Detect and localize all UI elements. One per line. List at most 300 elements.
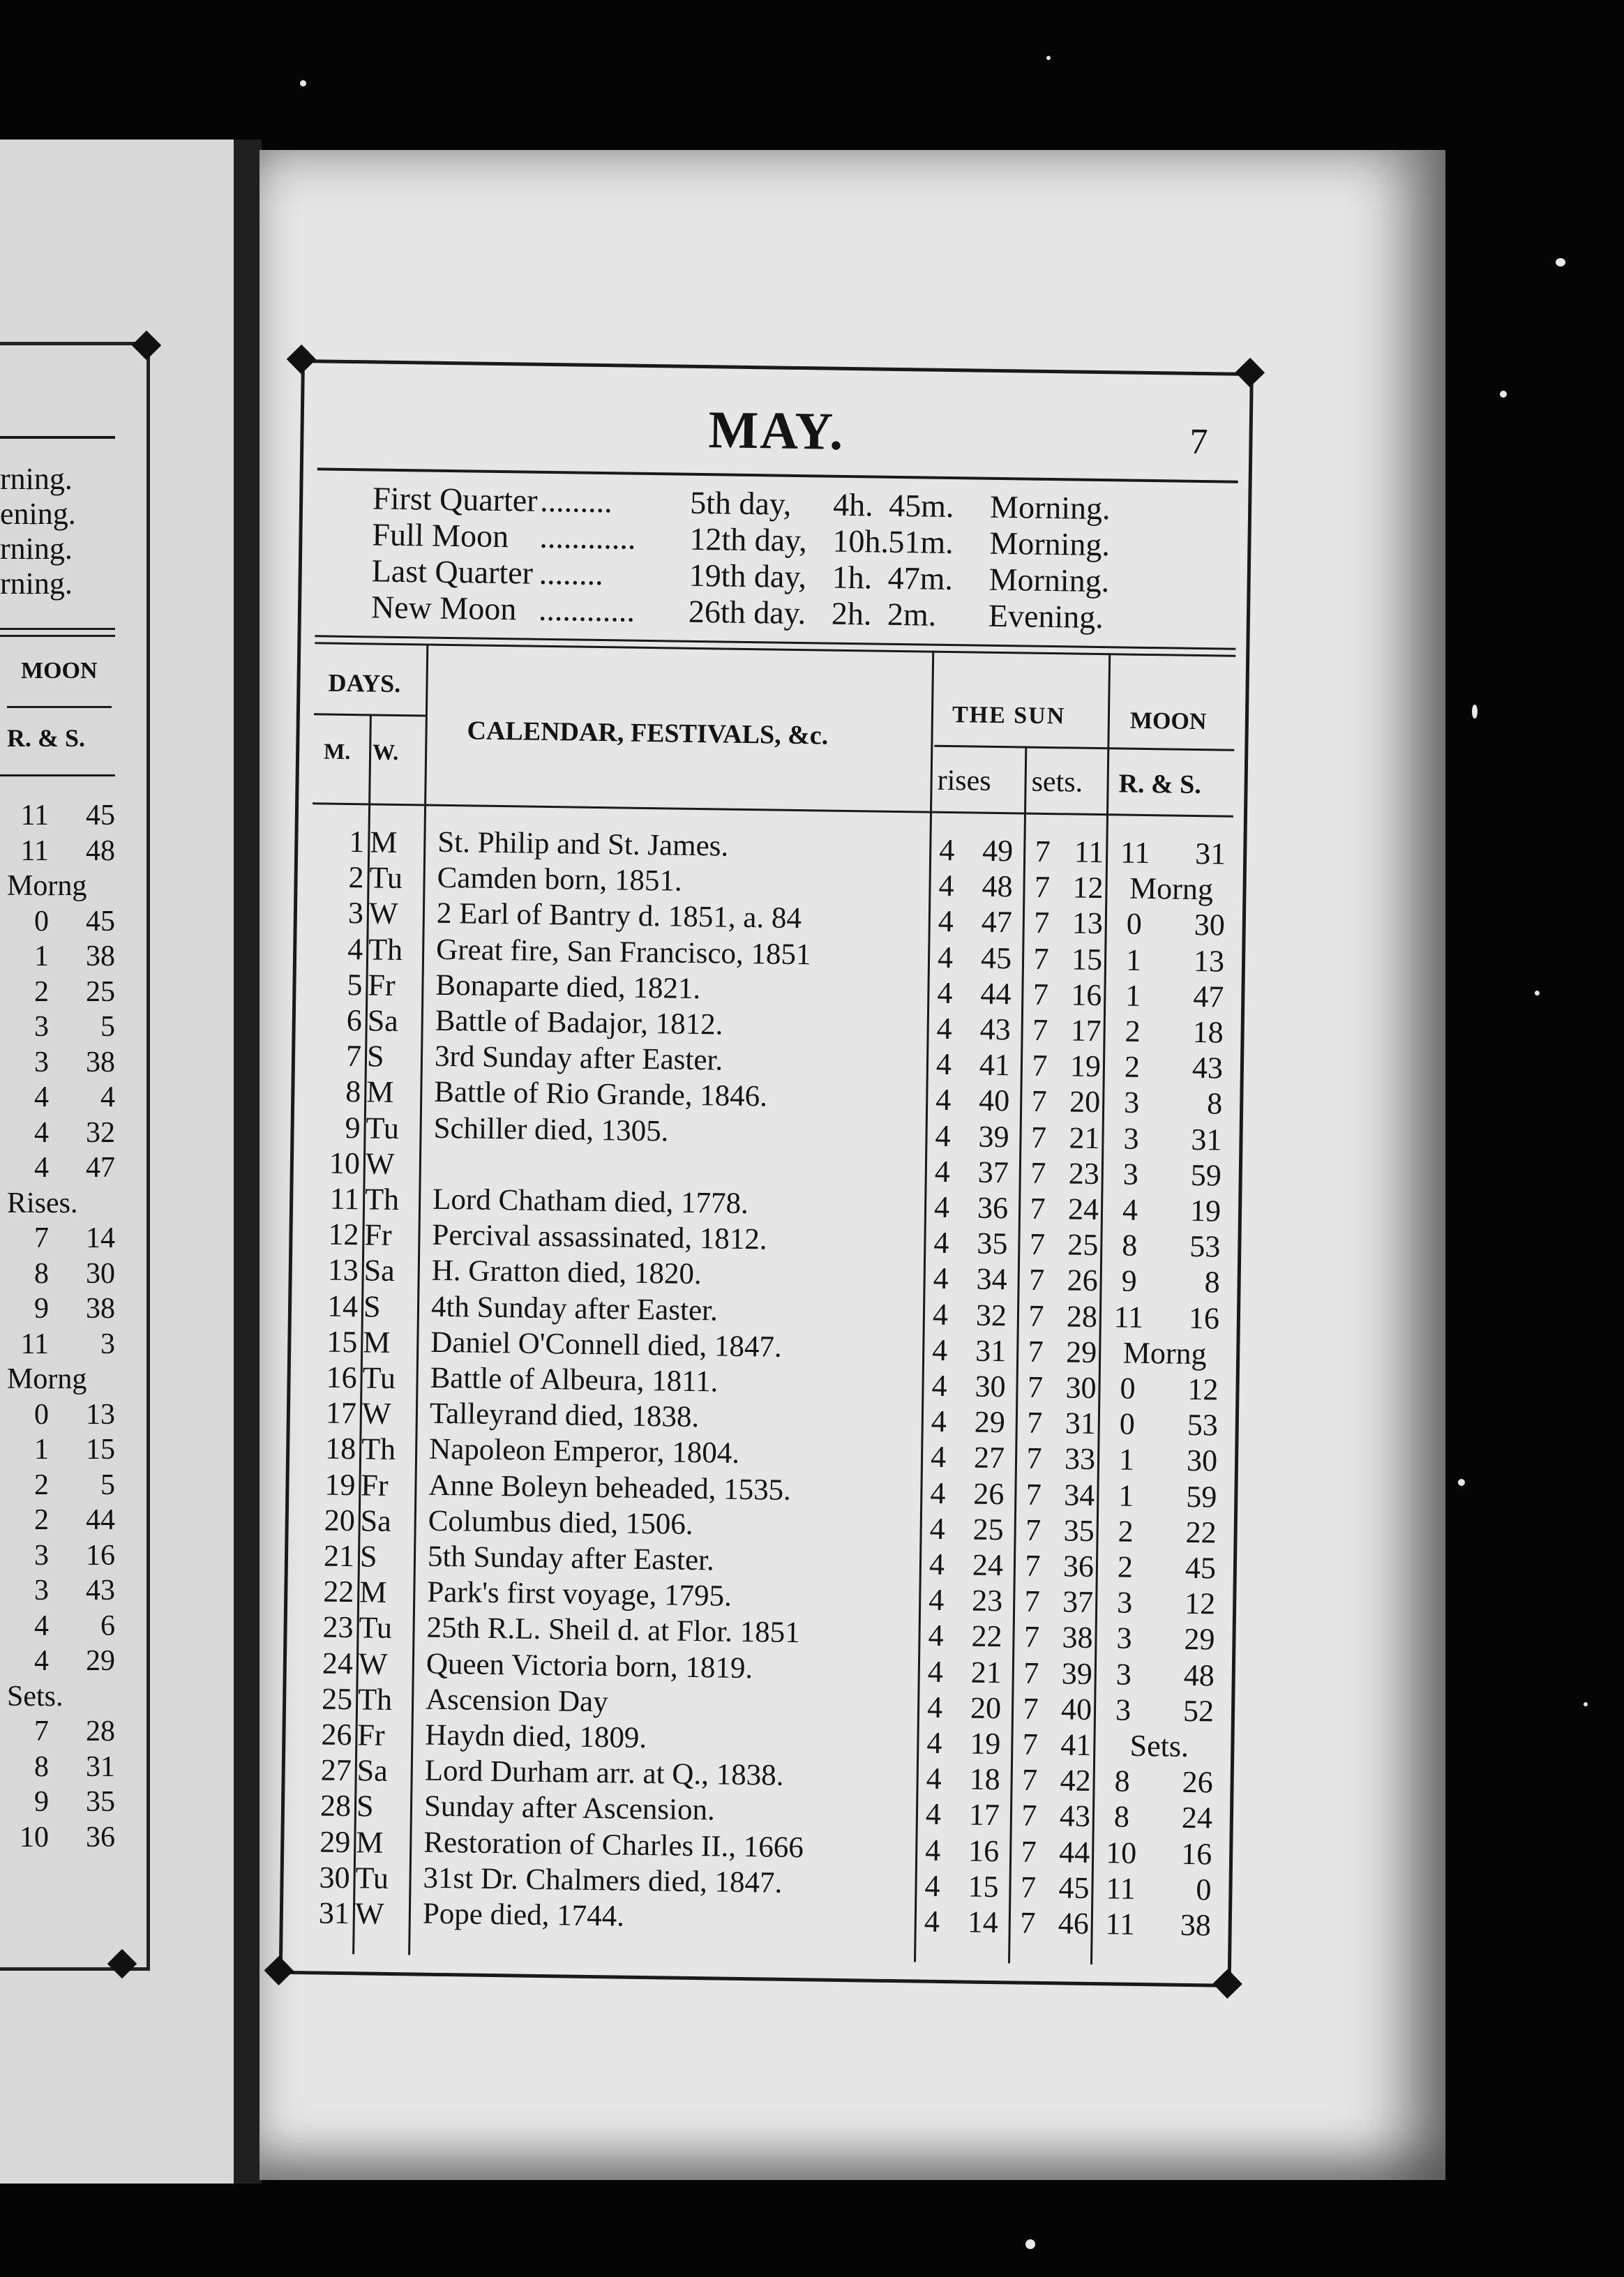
moon-value: 9 [34, 1786, 49, 1818]
dust-speck [1458, 1479, 1465, 1486]
phase-day: 19th day, [689, 557, 807, 595]
sunrise-hour: 4 [930, 1440, 947, 1475]
moon-hour: 8 [1122, 1228, 1138, 1263]
day-of-month: 21 [323, 1538, 355, 1574]
sunset-hour: 7 [1033, 941, 1049, 976]
phase-hour: 4h. [832, 486, 874, 523]
day-of-month: 8 [345, 1074, 361, 1109]
day-of-week: Tu [355, 1861, 389, 1895]
sunset-minute: 35 [1063, 1513, 1095, 1548]
moon-minute: 18 [1192, 1014, 1224, 1050]
event: 31st Dr. Chalmers died, 1847. [423, 1861, 783, 1900]
moon-value: 35 [86, 1786, 115, 1818]
rule [0, 774, 115, 776]
moon-value: 4 [34, 1609, 49, 1642]
sunrise-minute: 37 [977, 1155, 1009, 1190]
dust-speck [1472, 705, 1478, 719]
day-of-week: Sa [367, 1003, 399, 1039]
sunrise-minute: 24 [972, 1547, 1004, 1583]
phase-min: 51m. [888, 523, 954, 561]
sunrise-hour: 4 [935, 1118, 951, 1153]
sunrise-hour: 4 [931, 1404, 947, 1439]
moon-minute: 59 [1190, 1157, 1222, 1193]
day-of-week: M [366, 1074, 394, 1110]
day-of-month: 18 [324, 1431, 356, 1466]
sunset-hour: 7 [1023, 1691, 1039, 1726]
day-of-month: 11 [329, 1181, 360, 1217]
sunset-minute: 12 [1072, 870, 1104, 905]
event: Camden born, 1851. [437, 861, 683, 898]
moon-value: 38 [86, 1046, 115, 1079]
moon-value: 3 [34, 1046, 49, 1079]
event: 3rd Sunday after Easter. [434, 1039, 723, 1077]
day-of-month: 12 [328, 1217, 359, 1252]
sunset-hour: 7 [1026, 1441, 1042, 1476]
sunset-minute: 31 [1065, 1406, 1097, 1441]
day-of-week: Sa [360, 1503, 392, 1538]
day-of-week: Th [361, 1431, 396, 1467]
sunrise-minute: 49 [982, 833, 1014, 869]
phase-name: Full Moon [372, 516, 509, 555]
moon-minute: 30 [1186, 1443, 1218, 1478]
day-of-month: 7 [345, 1039, 362, 1074]
rule [7, 706, 112, 708]
moon-rise-set: Morng [1122, 1335, 1207, 1372]
event: Napoleon Emperor, 1804. [428, 1433, 740, 1471]
moon-value: 2 [34, 1468, 49, 1501]
sunset-minute: 13 [1072, 905, 1104, 941]
sunset-minute: 46 [1058, 1906, 1090, 1941]
sunrise-hour: 4 [928, 1547, 945, 1582]
day-of-month: 1 [349, 825, 365, 859]
day-of-month: 16 [326, 1360, 357, 1395]
sunrise-minute: 41 [979, 1047, 1011, 1083]
sunrise-minute: 48 [982, 869, 1013, 904]
sunrise-hour: 4 [938, 869, 954, 903]
moon-hour: 10 [1105, 1835, 1137, 1870]
sunset-minute: 11 [1074, 834, 1104, 870]
day-of-week: W [365, 1146, 395, 1181]
phase-dots: ............ [539, 518, 636, 556]
event: Great fire, San Francisco, 1851 [435, 933, 811, 971]
sunset-hour: 7 [1032, 977, 1049, 1012]
sunrise-hour: 4 [926, 1725, 942, 1761]
days-header: DAYS. [328, 668, 401, 698]
moon-hour: 2 [1125, 1014, 1141, 1049]
sunset-minute: 44 [1058, 1834, 1090, 1870]
moon-hour: 3 [1115, 1692, 1131, 1727]
sunset-hour: 7 [1020, 1870, 1037, 1904]
sunrise-hour: 4 [933, 1225, 949, 1261]
phase-hour: 10h. [832, 523, 889, 559]
moon-hour: 11 [1105, 1907, 1136, 1941]
moon-value: Morng [7, 1363, 87, 1395]
event: Pope died, 1744. [422, 1897, 625, 1933]
day-of-week: Tu [369, 860, 403, 896]
sunset-hour: 7 [1030, 1155, 1046, 1190]
event: Park's first voyage, 1795. [427, 1575, 732, 1613]
moon-hour: 1 [1125, 942, 1142, 977]
moon-value: 44 [86, 1504, 115, 1536]
rises-header: rises [937, 764, 991, 797]
moon-header: MOON [1129, 707, 1207, 735]
moon-value: 30 [86, 1257, 115, 1290]
moon-minute: 53 [1187, 1408, 1219, 1443]
event: Ascension Day [425, 1683, 609, 1719]
sunset-minute: 29 [1065, 1335, 1097, 1369]
moon-hour: 1 [1125, 978, 1141, 1013]
moon-rs-header: R. & S. [1118, 769, 1202, 800]
moon-hour: 2 [1124, 1049, 1141, 1085]
moon-minute: 59 [1186, 1479, 1217, 1515]
moon-value: 16 [86, 1539, 115, 1572]
sunset-minute: 30 [1065, 1370, 1097, 1406]
phase-dots: ........ [539, 555, 604, 592]
sunrise-hour: 4 [924, 1868, 940, 1903]
sunset-minute: 25 [1067, 1227, 1099, 1263]
moon-value: 11 [20, 799, 49, 832]
dust-speck [1025, 2239, 1035, 2249]
phase-fragment: rning. [0, 462, 73, 496]
phase-day: 26th day. [688, 593, 806, 631]
day-of-week: M [370, 825, 398, 859]
moon-hour: 0 [1120, 1371, 1136, 1406]
sunrise-minute: 27 [973, 1441, 1005, 1475]
sunset-minute: 17 [1070, 1013, 1102, 1049]
header-rule [315, 642, 1235, 656]
sunset-minute: 41 [1060, 1727, 1092, 1763]
sunset-hour: 7 [1025, 1477, 1042, 1512]
event: Daniel O'Connell died, 1847. [430, 1325, 782, 1364]
sets-header: sets. [1031, 765, 1083, 799]
day-of-week: M [362, 1325, 391, 1360]
sunrise-minute: 20 [970, 1690, 1002, 1725]
moon-hour: 0 [1119, 1406, 1136, 1442]
moon-value: 29 [86, 1645, 115, 1677]
sunrise-hour: 4 [928, 1618, 944, 1653]
moon-subheader: R. & S. [7, 724, 86, 752]
sunrise-minute: 17 [968, 1797, 1000, 1833]
sunset-minute: 40 [1060, 1692, 1092, 1727]
sunset-hour: 7 [1027, 1369, 1044, 1404]
moon-hour: 3 [1116, 1585, 1133, 1620]
sunrise-minute: 16 [968, 1833, 1000, 1868]
sunset-hour: 7 [1019, 1905, 1036, 1940]
sunrise-hour: 4 [936, 1011, 953, 1046]
moon-hour: 11 [1105, 1871, 1136, 1906]
sunrise-minute: 29 [974, 1404, 1006, 1440]
sunset-minute: 24 [1067, 1192, 1099, 1227]
day-of-month: 6 [346, 1002, 363, 1038]
moon-value: 38 [86, 940, 115, 972]
day-of-week: Fr [368, 968, 396, 1002]
moon-hour: 2 [1117, 1549, 1134, 1584]
sunset-hour: 7 [1028, 1334, 1044, 1369]
sunset-minute: 23 [1068, 1156, 1100, 1191]
day-of-week: Sa [356, 1753, 389, 1789]
moon-minute: 43 [1191, 1051, 1224, 1085]
sunrise-minute: 31 [975, 1333, 1007, 1369]
sunset-minute: 36 [1062, 1549, 1095, 1584]
almanac-frame [279, 359, 1254, 1987]
moon-value: 2 [34, 1504, 49, 1536]
sunset-minute: 15 [1071, 942, 1103, 977]
sunrise-hour: 4 [933, 1261, 949, 1296]
phase-fragment: ening. [0, 497, 76, 531]
dust-speck [300, 80, 306, 87]
sunrise-minute: 45 [980, 940, 1012, 975]
event: Restoration of Charles II., 1666 [423, 1826, 804, 1864]
rule [0, 635, 115, 637]
moon-hour: 3 [1123, 1121, 1139, 1156]
day-of-week: M [359, 1575, 387, 1610]
sunrise-hour: 4 [924, 1833, 941, 1868]
sunset-hour: 7 [1023, 1620, 1040, 1655]
moon-minute: 38 [1180, 1907, 1212, 1943]
header-rule [313, 802, 1233, 817]
day-of-month: 20 [324, 1503, 356, 1538]
sunset-hour: 7 [1030, 1191, 1046, 1226]
phase-min: 47m. [887, 559, 954, 597]
sunrise-hour: 4 [929, 1511, 946, 1546]
moon-minute: 29 [1184, 1622, 1215, 1657]
moon-value: Sets. [7, 1680, 63, 1713]
moon-value: 1 [34, 940, 49, 972]
page-number: 7 [1189, 421, 1208, 463]
moon-minute: 22 [1185, 1515, 1217, 1550]
sunrise-minute: 26 [973, 1476, 1005, 1511]
day-of-month: 19 [324, 1467, 356, 1502]
day-of-month: 2 [348, 860, 364, 895]
event: 25th R.L. Sheil d. at Flor. 1851 [426, 1611, 801, 1650]
event: 2 Earl of Bantry d. 1851, a. 84 [436, 897, 802, 935]
moon-hour: 4 [1122, 1192, 1138, 1227]
sunrise-minute: 35 [977, 1226, 1008, 1261]
event: Bonaparte died, 1821. [435, 968, 701, 1005]
sunrise-hour: 4 [938, 904, 954, 939]
day-of-week: W [368, 896, 398, 931]
day-of-month: 23 [322, 1609, 354, 1645]
phase-period: Morning. [989, 488, 1111, 527]
moon-value: 8 [34, 1750, 49, 1783]
sunrise-minute: 22 [971, 1618, 1002, 1654]
dust-speck [1556, 258, 1565, 266]
event: Schiller died, 1305. [433, 1111, 669, 1148]
moon-minute: 31 [1191, 1122, 1222, 1157]
sunrise-minute: 36 [977, 1190, 1009, 1226]
phase-hour: 1h. [832, 559, 873, 596]
dust-speck [1584, 1702, 1588, 1706]
moon-minute: 13 [1193, 943, 1225, 979]
event: H. Gratton died, 1820. [431, 1254, 702, 1291]
event: St. Philip and St. James. [437, 825, 729, 863]
sunset-hour: 7 [1023, 1655, 1039, 1690]
moon-value: 0 [34, 905, 49, 938]
moon-value: 1 [34, 1434, 49, 1466]
moon-value: 48 [86, 834, 115, 867]
sunrise-minute: 25 [972, 1512, 1005, 1547]
sunset-minute: 28 [1066, 1299, 1098, 1334]
sunset-hour: 7 [1025, 1512, 1042, 1547]
phase-hour: 2h. [831, 595, 872, 632]
moon-value: 45 [86, 799, 115, 832]
event: 5th Sunday after Easter. [427, 1540, 715, 1577]
moon-minute: 16 [1188, 1300, 1220, 1336]
moon-hour: 11 [1120, 835, 1150, 871]
day-of-month: 27 [320, 1752, 352, 1788]
sunrise-hour: 4 [930, 1475, 946, 1510]
sunset-minute: 42 [1060, 1763, 1092, 1798]
day-of-week: S [363, 1288, 381, 1324]
moon-minute: 8 [1206, 1086, 1223, 1121]
sunset-hour: 7 [1025, 1548, 1041, 1583]
phase-period: Morning. [989, 525, 1111, 563]
moon-minute: 8 [1204, 1265, 1220, 1300]
moon-value: 36 [86, 1821, 115, 1854]
phase-fragment: rning. [0, 566, 73, 601]
sunset-hour: 7 [1035, 834, 1051, 869]
moon-minute: 24 [1181, 1801, 1213, 1835]
moon-minute: 48 [1183, 1658, 1215, 1693]
sunrise-hour: 4 [937, 940, 954, 975]
moon-value: 3 [34, 1539, 49, 1572]
moon-value: 4 [100, 1081, 115, 1113]
moon-value: 31 [86, 1750, 115, 1783]
calendar-header: CALENDAR, FESTIVALS, &c. [467, 716, 829, 751]
sunrise-hour: 4 [925, 1797, 942, 1832]
moon-hour: 3 [1116, 1621, 1132, 1656]
event: Percival assassinated, 1812. [432, 1218, 767, 1256]
moon-rise-set: Morng [1129, 871, 1214, 907]
moon-value: 28 [86, 1715, 115, 1748]
day-of-month: 30 [319, 1860, 350, 1895]
phase-period: Evening. [988, 597, 1104, 636]
sunrise-hour: 4 [931, 1332, 948, 1367]
moon-minute: 19 [1189, 1193, 1221, 1228]
moon-hour: 11 [1113, 1299, 1144, 1335]
phase-min: 45m. [888, 487, 954, 525]
moon-hour: 2 [1118, 1514, 1134, 1549]
day-of-month: 24 [322, 1646, 354, 1681]
moon-value: 10 [20, 1821, 49, 1854]
moon-value: Rises. [7, 1187, 78, 1219]
phase-min: 2m. [887, 596, 937, 633]
sunset-hour: 7 [1028, 1263, 1045, 1298]
event: Lord Chatham died, 1778. [432, 1182, 749, 1221]
sunrise-hour: 4 [928, 1582, 945, 1618]
moon-value: 6 [100, 1609, 115, 1642]
sunrise-hour: 4 [932, 1297, 949, 1332]
sunrise-minute: 21 [970, 1655, 1002, 1690]
phase-name: Last Quarter [371, 553, 534, 591]
moon-value: 14 [86, 1222, 115, 1254]
dust-speck [1046, 56, 1051, 60]
day-of-week: Fr [361, 1467, 389, 1503]
day-of-week: W [358, 1646, 388, 1681]
day-of-month: 4 [347, 931, 363, 966]
moon-hour: 8 [1114, 1764, 1130, 1798]
sunset-minute: 19 [1069, 1049, 1102, 1084]
day-of-week: M [355, 1824, 384, 1860]
day-of-week: Fr [357, 1718, 385, 1752]
moon-value: 4 [34, 1645, 49, 1677]
day-of-week: Sa [363, 1253, 396, 1288]
day-of-week: Th [368, 932, 403, 967]
moon-value: 3 [100, 1328, 115, 1360]
day-of-month: 15 [326, 1324, 358, 1360]
dust-speck [1535, 991, 1540, 995]
sunset-hour: 7 [1031, 1084, 1048, 1119]
sunrise-hour: 4 [927, 1654, 944, 1689]
sunset-hour: 7 [1021, 1834, 1037, 1869]
day-of-month: 29 [319, 1824, 351, 1859]
moon-value: 4 [34, 1081, 49, 1113]
sunrise-hour: 4 [933, 1189, 950, 1225]
sunset-hour: 7 [1029, 1226, 1046, 1262]
phase-name: New Moon [370, 589, 517, 627]
day-of-week: W [361, 1396, 391, 1431]
phase-day: 5th day, [689, 484, 792, 522]
w-header: W. [372, 739, 399, 765]
moon-value: 7 [34, 1222, 49, 1254]
moon-hour: 0 [1126, 906, 1143, 942]
sunrise-minute: 39 [978, 1119, 1009, 1154]
moon-minute: 47 [1193, 979, 1224, 1014]
day-of-month: 3 [347, 896, 364, 931]
moon-value: 47 [86, 1152, 115, 1184]
moon-value: 0 [34, 1398, 49, 1431]
header-rule [315, 635, 1235, 649]
day-of-month: 31 [318, 1895, 350, 1931]
sunset-minute: 26 [1067, 1263, 1099, 1298]
event: Queen Victoria born, 1819. [426, 1647, 753, 1685]
sunrise-minute: 43 [979, 1012, 1012, 1047]
day-of-week: Fr [364, 1217, 392, 1253]
event: Battle of Albeura, 1811. [430, 1361, 719, 1399]
day-of-month: 25 [321, 1681, 353, 1717]
sunrise-minute: 34 [976, 1262, 1008, 1297]
day-of-week: Tu [359, 1610, 393, 1646]
sunset-minute: 43 [1059, 1798, 1091, 1834]
sunrise-minute: 32 [975, 1298, 1007, 1332]
event: 4th Sunday after Easter. [430, 1290, 719, 1328]
moon-minute: 45 [1185, 1550, 1217, 1586]
phase-name: First Quarter [372, 480, 538, 518]
moon-value: 11 [20, 1328, 49, 1360]
moon-value: 9 [34, 1293, 49, 1325]
moon-minute: 31 [1194, 836, 1226, 871]
phase-dots: ............ [538, 591, 636, 629]
event: Anne Boleyn beheaded, 1535. [428, 1468, 792, 1507]
sunrise-hour: 4 [937, 975, 953, 1010]
moon-minute: 0 [1196, 1872, 1212, 1907]
moon-value: 11 [20, 834, 49, 867]
sunset-hour: 7 [1030, 1120, 1047, 1155]
sunset-hour: 7 [1021, 1762, 1038, 1798]
event: Sunday after Ascension. [423, 1790, 716, 1827]
day-of-month: 22 [322, 1574, 354, 1609]
sunrise-minute: 40 [978, 1083, 1010, 1118]
book-gutter [234, 140, 262, 2184]
sunrise-minute: 14 [967, 1904, 999, 1940]
phase-fragment: rning. [0, 532, 73, 566]
day-of-month: 9 [345, 1110, 361, 1145]
phase-dots: ......... [539, 482, 613, 520]
sunset-hour: 7 [1028, 1298, 1044, 1333]
sunrise-minute: 44 [980, 976, 1012, 1012]
day-of-month: 17 [325, 1395, 357, 1431]
sunset-minute: 39 [1061, 1655, 1093, 1691]
